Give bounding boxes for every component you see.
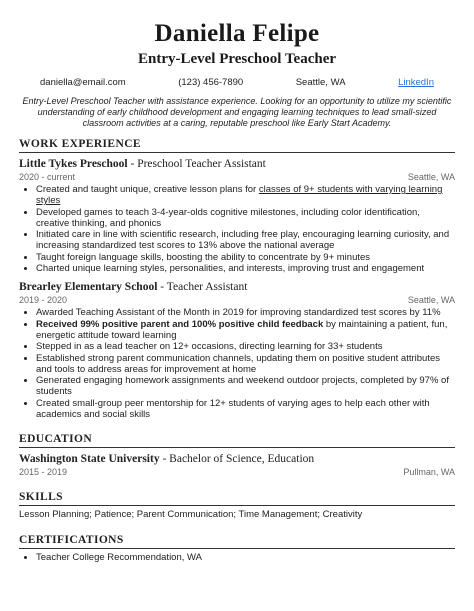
job-role: Teacher Assistant bbox=[166, 281, 248, 294]
certifications-list bbox=[19, 552, 455, 563]
bullet-item bbox=[36, 184, 455, 207]
candidate-title: Entry-Level Preschool Teacher bbox=[137, 51, 337, 67]
bullet-item: • Taught foreign language skills, boosting the ability to concentrate by 9+ minutes bbox=[36, 252, 455, 263]
section-heading-education: EDUCATION bbox=[19, 433, 93, 446]
bullet-text: Created and taught unique, creative lesson plans for bbox=[36, 184, 259, 195]
bullet-item: • Initiated care in line with scientific research, including free play, encouraging learning curiosity, and increasing standardized test scores to 13% above the national average bbox=[36, 229, 455, 252]
skills-list: Lesson Planning; Patience; Parent Communication; Time Management; Creativity bbox=[19, 509, 363, 521]
job-dates: 2020 - current bbox=[19, 172, 76, 182]
bullet-item bbox=[36, 319, 455, 342]
job-heading bbox=[19, 280, 455, 294]
bullet-item: • Established strong parent communication channels, updating them on positive student attributes and tools to address areas for improvement at home bbox=[36, 353, 455, 376]
section-divider bbox=[19, 548, 455, 549]
location-text: Seattle, WA bbox=[295, 77, 346, 88]
job-heading bbox=[19, 157, 455, 171]
job-role: Preschool Teacher Assistant bbox=[137, 158, 266, 170]
phone-text: (123) 456-7890 bbox=[178, 77, 244, 88]
bullet-text: by maintaining a patient, fun, energetic attitude toward learning bbox=[36, 318, 448, 341]
highlighted-text: classes of 9+ students with varying learning styles bbox=[36, 184, 443, 207]
school-name: Washington State University bbox=[19, 453, 160, 466]
education-location: Pullman, WA bbox=[403, 467, 455, 478]
job-bullets bbox=[19, 184, 455, 274]
job-meta bbox=[19, 295, 455, 306]
degree-name: Bachelor of Science, Education bbox=[169, 453, 315, 466]
email-text[interactable]: daniella@email.com bbox=[40, 77, 126, 88]
job-location: Seattle, WA bbox=[407, 295, 455, 306]
job-bullets bbox=[19, 307, 455, 420]
education-meta bbox=[19, 467, 455, 478]
section-divider bbox=[19, 152, 455, 153]
section-heading-certifications: CERTIFICATIONS bbox=[19, 534, 124, 547]
certification-item: • Teacher College Recommendation, WA bbox=[36, 552, 455, 563]
job-dates: 2019 - 2020 bbox=[19, 295, 68, 306]
education-heading bbox=[19, 452, 455, 466]
bold-text: Received 99% positive parent and 100% positive child feedback bbox=[36, 318, 324, 330]
job-meta bbox=[19, 172, 455, 183]
section-heading-skills: SKILLS bbox=[19, 491, 63, 504]
bullet-item: • Charted unique learning styles, personalities, and interests, improving trust and engagement bbox=[36, 263, 455, 274]
separator: - bbox=[159, 453, 170, 466]
contact-bar bbox=[40, 77, 434, 89]
company-name: Brearley Elementary School bbox=[19, 281, 158, 294]
section-divider bbox=[19, 447, 455, 448]
separator: - bbox=[157, 281, 167, 294]
company-name: Little Tykes Preschool bbox=[19, 158, 128, 170]
bullet-item: • Developed games to teach 3-4-year-olds cognitive milestones, including color identification, creative thinking, and phonics bbox=[36, 207, 455, 230]
bullet-item: • Awarded Teaching Assistant of the Month in 2019 for improving standardized test scores by 11% bbox=[36, 307, 455, 318]
summary-text: Entry-Level Preschool Teacher with assistance experience. Looking for an opportunity to utilize my scientific understanding of early childhood development and engaging learning techniques to lead small-sized classroom activities at a caring, reputable preschool like Early Start Academy. bbox=[22, 96, 452, 128]
bullet-item: • Generated engaging homework assignments and weekend outdoor projects, completed by 97% of students bbox=[36, 375, 455, 398]
separator: - bbox=[127, 158, 138, 170]
candidate-name: Daniella Felipe bbox=[154, 20, 320, 47]
bullet-item: • Stepped in as a lead teacher on 12+ occasions, directing learning for 33+ students bbox=[36, 341, 455, 352]
education-dates: 2015 - 2019 bbox=[19, 467, 68, 478]
linkedin-link[interactable]: LinkedIn bbox=[398, 77, 434, 88]
job-location: Seattle, WA bbox=[407, 172, 455, 182]
bullet-item: • Created small-group peer mentorship for 12+ students of varying ages to help each other with academics and social skills bbox=[36, 398, 455, 421]
section-heading-experience: WORK EXPERIENCE bbox=[19, 138, 141, 150]
section-divider bbox=[19, 505, 455, 506]
